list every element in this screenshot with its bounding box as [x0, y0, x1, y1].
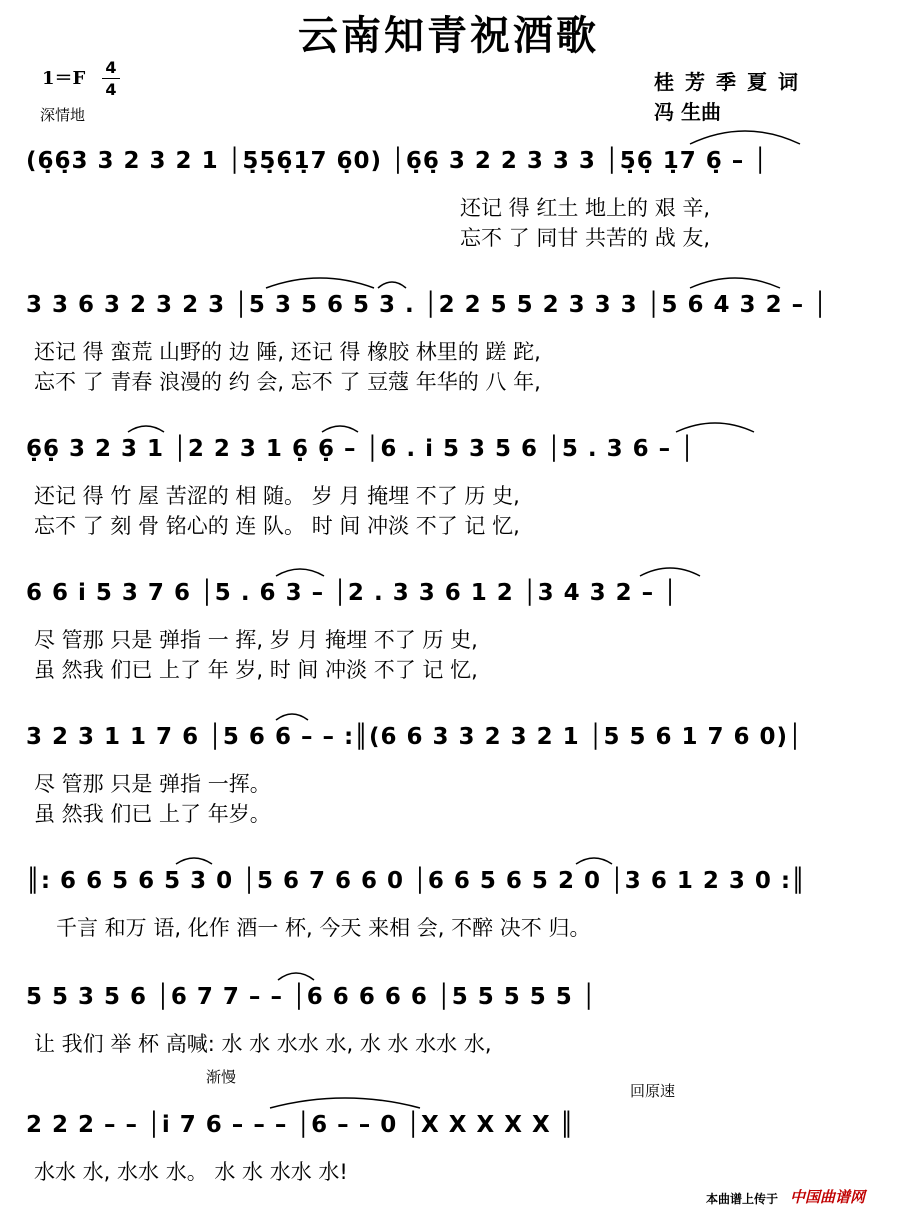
- notation-line-1: (6̣6̣3 3 2 3 2 1 │5̣5̣6̣1̣7 6̣0) │6̣6̣ 3 2 2 3 3 3 │5̣6̣ 1̣7 6̣ – │: [26, 148, 769, 174]
- notation-line-5: 3 2 3 1 1 7 6 │5 6 6 – – :║(6 6 3 3 2 3 2 1 │5 5 6 1 7 6 0)│: [26, 724, 803, 750]
- composer-credit: 冯 生曲: [654, 100, 721, 124]
- lyrics-line-7a: 让 我们 举 杯 高喊: 水 水 水水 水, 水 水 水水 水,: [34, 1032, 492, 1056]
- lyrics-line-1b: 忘不 了 同甘 共苦的 战 友,: [460, 226, 711, 250]
- slur: [278, 973, 314, 980]
- lyrics-line-3a: 还记 得 竹 屋 苦涩的 相 随。 岁 月 掩埋 不了 历 史,: [34, 484, 520, 508]
- ritardando-mark: 渐慢: [206, 1068, 237, 1086]
- slur: [676, 423, 754, 432]
- upload-note: 本曲谱上传于: [706, 1192, 779, 1206]
- slur: [266, 278, 374, 288]
- key-signature: 1＝F: [42, 68, 86, 89]
- slur: [322, 426, 358, 432]
- notation-line-8: 2 2 2 – – │i 7 6 – – – │6 – – 0 │X X X X X ║: [26, 1112, 575, 1138]
- lyrics-line-4b: 虽 然我 们已 上了 年 岁, 时 间 冲淡 不了 记 忆,: [34, 658, 478, 682]
- slur: [270, 1098, 420, 1108]
- notation-line-6: ║: 6 6 5 6 5 3 0 │5 6 7 6 6 0 │6 6 5 6 5 2 0 │3 6 1 2 3 0 :║: [26, 868, 806, 894]
- site-logo: 中国曲谱网: [790, 1188, 866, 1206]
- notation-line-7: 5 5 3 5 6 │6 7 7 – – │6 6 6 6 6 │5 5 5 5 5 │: [26, 984, 597, 1010]
- slur: [690, 131, 800, 144]
- slur: [640, 568, 700, 576]
- time-sig-top: 4: [105, 58, 117, 77]
- lyrics-line-2a: 还记 得 蛮荒 山野的 边 陲, 还记 得 橡胶 林里的 蹉 跎,: [34, 340, 541, 364]
- notation-line-3: 6̣6̣ 3 2 3 1 │2 2 3 1 6̣ 6̣ – │6 . i 5 3 5 6 │5 . 3 6 – │: [26, 436, 695, 462]
- lyrics-line-2b: 忘不 了 青春 浪漫的 约 会, 忘不 了 豆蔻 年华的 八 年,: [34, 370, 541, 394]
- lyrics-line-4a: 尽 管那 只是 弹指 一 挥, 岁 月 掩埋 不了 历 史,: [34, 628, 478, 652]
- slur: [276, 569, 324, 576]
- lyrics-line-3b: 忘不 了 刻 骨 铭心的 连 队。 时 间 冲淡 不了 记 忆,: [34, 514, 520, 538]
- song-title: 云南知青祝酒歌: [298, 13, 599, 59]
- lyricist-credit: 桂芳季夏词: [654, 70, 809, 94]
- slur: [576, 858, 612, 864]
- a-tempo-mark: 回原速: [630, 1082, 676, 1100]
- slur: [176, 858, 212, 864]
- lyrics-line-8a: 水水 水, 水水 水。 水 水 水水 水!: [34, 1160, 348, 1184]
- lyrics-line-5a: 尽 管那 只是 弹指 一挥。: [34, 772, 271, 796]
- slur: [128, 426, 164, 432]
- slur: [276, 714, 308, 720]
- lyrics-line-6a: 千言 和万 语, 化作 酒一 杯, 今天 来相 会, 不醉 决不 归。: [56, 916, 591, 940]
- notation-line-2: 3 3 6 3 2 3 2 3 │5 3 5 6 5 3 . │2 2 5 5 2 3 3 3 │5 6 4 3 2 – │: [26, 292, 828, 318]
- time-sig-bottom: 4: [105, 80, 117, 99]
- tempo-marking: 深情地: [40, 106, 86, 124]
- lyrics-line-5b: 虽 然我 们已 上了 年岁。: [34, 802, 271, 826]
- slur: [690, 278, 780, 288]
- notation-line-4: 6 6 i 5 3 7 6 │5 . 6 3 – │2 . 3 3 6 1 2 │3 4 3 2 – │: [26, 580, 678, 606]
- lyrics-line-1a: 还记 得 红土 地上的 艰 辛,: [460, 196, 711, 220]
- slur: [378, 282, 406, 288]
